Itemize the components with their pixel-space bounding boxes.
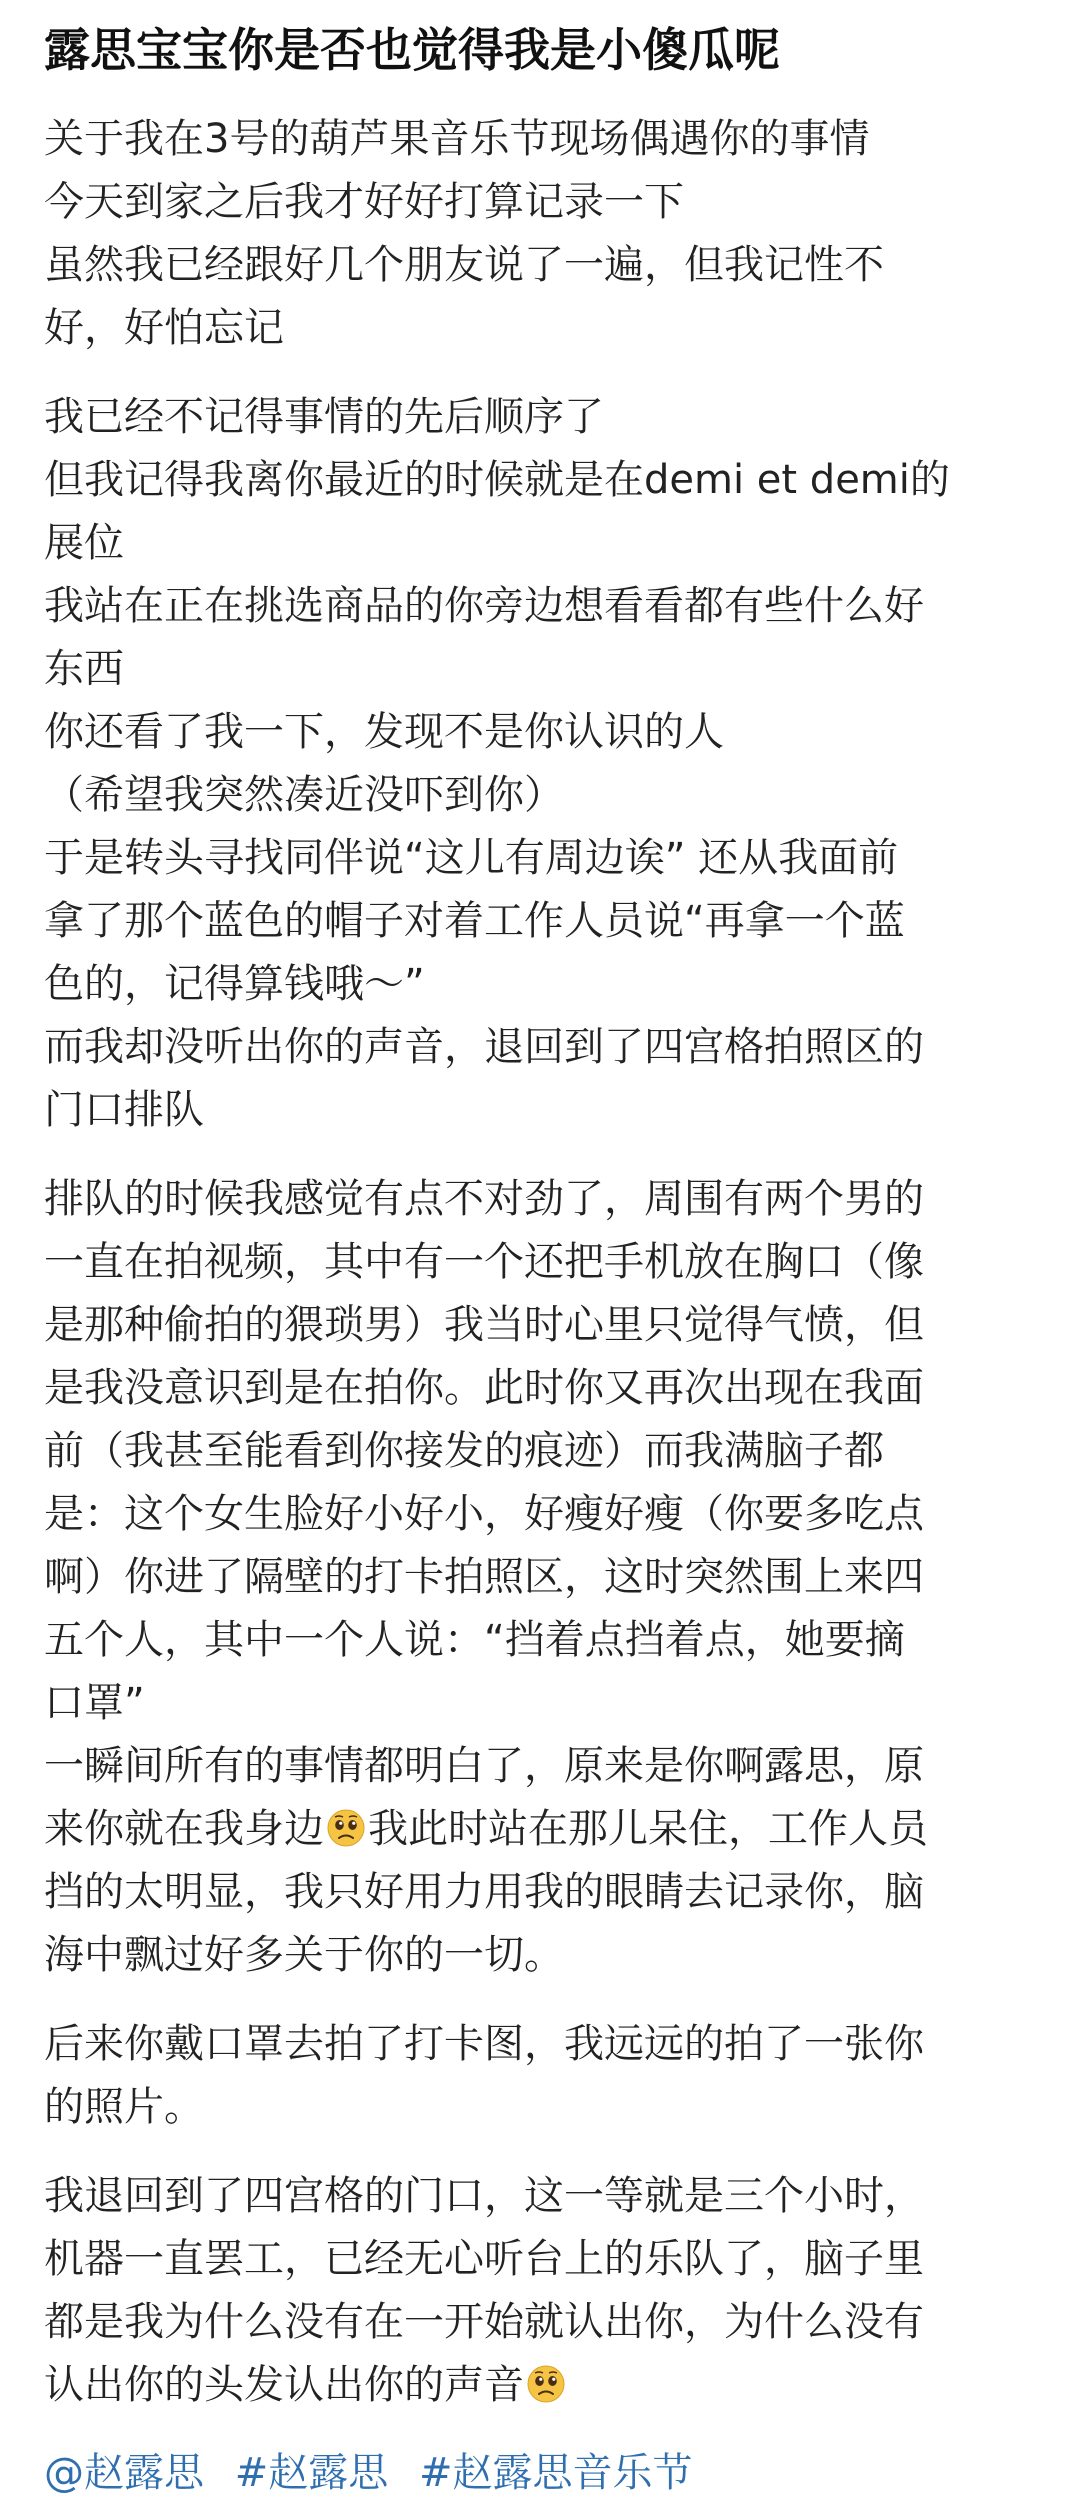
- text-segment: 我此时站在那儿呆住，工作人员: [368, 1806, 928, 1852]
- text-line: 色的，记得算钱哦～”: [44, 961, 425, 1007]
- text-line: 好，好怕忘记: [44, 305, 284, 351]
- text-line: 是我没意识到是在拍你。此时你又再次出现在我面: [44, 1365, 924, 1411]
- text-line: 排队的时候我感觉有点不对劲了，周围有两个男的: [44, 1176, 924, 1222]
- text-line: 五个人，其中一个人说：“挡着点挡着点，她要摘: [44, 1617, 905, 1663]
- hashtag-row: [44, 2443, 1040, 2503]
- text-segment: 来你就在我身边: [44, 1806, 324, 1852]
- text-line: 拿了那个蓝色的帽子对着工作人员说“再拿一个蓝: [44, 898, 905, 944]
- text-line: 前（我甚至能看到你接发的痕迹）而我满脑子都: [44, 1428, 884, 1474]
- text-line: 于是转头寻找同伴说“这儿有周边诶” 还从我面前: [44, 835, 899, 881]
- text-line: （希望我突然凑近没吓到你）: [44, 772, 564, 818]
- text-line: 你还看了我一下，发现不是你认识的人: [44, 709, 724, 755]
- text-line: 今天到家之后我才好好打算记录一下: [44, 179, 684, 225]
- mention-link[interactable]: @赵露思: [44, 2450, 204, 2496]
- text-line: 是：这个女生脸好小好小，好瘦好瘦（你要多吃点: [44, 1491, 924, 1537]
- paragraph-2: [44, 386, 1040, 1142]
- text-line: 展位: [44, 520, 124, 566]
- text-segment: 认出你的头发认出你的声音: [44, 2362, 524, 2408]
- post-title: 露思宝宝你是否也觉得我是小傻瓜呢: [44, 23, 780, 77]
- hashtag-link[interactable]: #赵露思音乐节: [418, 2450, 693, 2496]
- paragraph-1: [44, 108, 1040, 360]
- paragraph-3: [44, 1168, 1040, 1987]
- text-line: 海中飘过好多关于你的一切。: [44, 1932, 564, 1978]
- text-line: 后来你戴口罩去拍了打卡图，我远远的拍了一张你: [44, 2021, 924, 2067]
- text-line: 我站在正在挑选商品的你旁边想看看都有些什么好: [44, 583, 924, 629]
- text-line: 而我却没听出你的声音，退回到了四宫格拍照区的: [44, 1024, 924, 1070]
- text-line: 挡的太明显，我只好用力用我的眼睛去记录你，脑: [44, 1869, 924, 1915]
- text-line-with-emoji: [44, 2354, 1040, 2417]
- text-line: 啊）你进了隔壁的打卡拍照区，这时突然围上来四: [44, 1554, 924, 1600]
- text-line: 我退回到了四宫格的门口，这一等就是三个小时，: [44, 2173, 924, 2219]
- pleading-face-emoji: [526, 2364, 566, 2404]
- text-line: 虽然我已经跟好几个朋友说了一遍，但我记性不: [44, 242, 884, 288]
- text-line: 但我记得我离你最近的时候就是在demi et demi的: [44, 457, 950, 503]
- text-line: 的照片。: [44, 2084, 204, 2130]
- text-line-with-emoji: [44, 1798, 1040, 1861]
- post-body: [44, 108, 1040, 2417]
- text-line: 我已经不记得事情的先后顺序了: [44, 394, 604, 440]
- text-line: 都是我为什么没有在一开始就认出你，为什么没有: [44, 2299, 924, 2345]
- paragraph-5: [44, 2165, 1040, 2417]
- text-line: 一瞬间所有的事情都明白了，原来是你啊露思，原: [44, 1743, 924, 1789]
- pleading-face-emoji: [326, 1808, 366, 1848]
- text-line: 门口排队: [44, 1087, 204, 1133]
- text-line: 东西: [44, 646, 124, 692]
- text-line: 是那种偷拍的猥琐男）我当时心里只觉得气愤，但: [44, 1302, 924, 1348]
- text-line: 口罩”: [44, 1680, 145, 1726]
- text-line: 一直在拍视频，其中有一个还把手机放在胸口（像: [44, 1239, 924, 1285]
- hashtag-link[interactable]: #赵露思: [234, 2450, 389, 2496]
- paragraph-4: [44, 2013, 1040, 2139]
- text-line: 关于我在3号的葫芦果音乐节现场偶遇你的事情: [44, 116, 870, 162]
- text-line: 机器一直罢工，已经无心听台上的乐队了，脑子里: [44, 2236, 924, 2282]
